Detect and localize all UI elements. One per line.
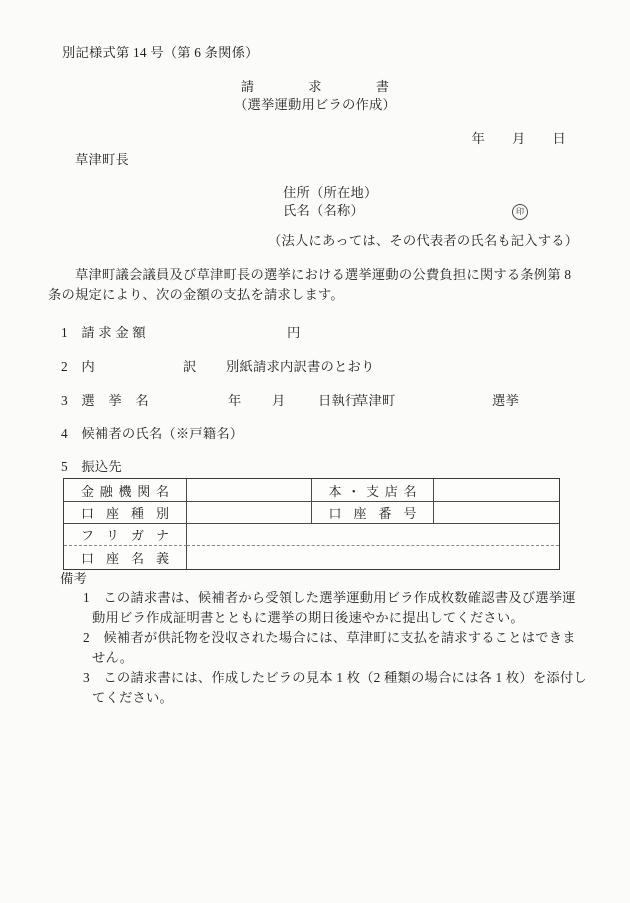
account-type-label bbox=[64, 502, 187, 524]
account-holder-label bbox=[64, 546, 187, 569]
furigana-label bbox=[64, 524, 187, 546]
furigana-label-text: フ リ ガ ナ bbox=[81, 528, 169, 543]
branch-name-label-text: 本 ・ 支 店 名 bbox=[328, 483, 417, 499]
furigana-value-cell bbox=[187, 524, 559, 546]
item-breakdown-value: 別紙請求内訳書のとおり bbox=[226, 359, 375, 374]
form-number: 別記様式第 14 号（第 6 条関係） bbox=[62, 45, 259, 60]
item-election-month: 月 bbox=[272, 393, 286, 408]
document-subtitle: （選挙運動用ビラの作成） bbox=[234, 97, 396, 112]
account-type-label-text: 口 座 種 別 bbox=[81, 506, 169, 521]
item-election-suffix: 選挙 bbox=[492, 393, 519, 408]
remark-line: 2 候補者が供託物を没収された場合には、草津町に支払を請求することはできま bbox=[83, 630, 576, 645]
remark-line: 1 この請求書は、候補者から受領した選挙運動用ビラ作成枚数確認書及び選挙運 bbox=[83, 590, 576, 605]
account-number-label-text: 口 座 番 号 bbox=[328, 506, 417, 521]
main-paragraph-line-2: 条の規定により、次の金額の支払を請求します。 bbox=[48, 287, 344, 302]
financial-institution-value-cell bbox=[187, 479, 312, 502]
financial-institution-label-text: 金 融 機 関 名 bbox=[81, 483, 169, 499]
seal-mark-char: 印 bbox=[516, 207, 524, 216]
item-claim-amount-unit: 円 bbox=[287, 325, 301, 340]
item-election-year: 年 bbox=[228, 393, 242, 408]
remarks-heading: 備考 bbox=[60, 571, 87, 586]
item-transfer-destination: 5 振込先 bbox=[61, 459, 122, 474]
item-breakdown-label-1: 2 内 bbox=[61, 359, 95, 374]
account-holder-value-cell bbox=[187, 546, 559, 569]
document-title: 請 求 書 bbox=[240, 79, 390, 94]
account-holder-label-text: 口 座 名 義 bbox=[81, 551, 169, 566]
item-election-town: 草津町 bbox=[355, 393, 396, 408]
remark-line: せん。 bbox=[92, 650, 134, 665]
name-label: 氏名（名称） bbox=[283, 203, 364, 218]
bank-transfer-table bbox=[63, 478, 560, 570]
item-claim-amount-label: 1 請 求 金 額 bbox=[61, 325, 146, 340]
account-type-value-cell bbox=[187, 502, 312, 524]
item-breakdown-label-2: 訳 bbox=[183, 359, 197, 374]
item-candidate-name: 4 候補者の氏名（※戸籍名） bbox=[61, 426, 244, 441]
address-label: 住所（所在地） bbox=[283, 185, 378, 200]
item-election-name-label: 3 選 挙 名 bbox=[61, 393, 149, 408]
date-line: 年 月 日 bbox=[471, 131, 566, 146]
addressee: 草津町長 bbox=[75, 152, 129, 167]
item-election-day-exec: 日執行 bbox=[318, 393, 359, 408]
branch-name-label bbox=[312, 479, 434, 502]
account-number-label bbox=[312, 502, 434, 524]
financial-institution-label bbox=[64, 479, 187, 502]
corporate-note: （法人にあっては、その代表者の氏名も記入する） bbox=[268, 233, 579, 248]
remark-line: てください。 bbox=[92, 690, 173, 705]
remark-line: 3 この請求書には、作成したビラの見本 1 枚（2 種類の場合には各 1 枚）を添付し bbox=[83, 670, 587, 685]
seal-mark-icon bbox=[512, 204, 528, 220]
account-number-value-cell bbox=[434, 502, 559, 524]
remark-line: 動用ビラ作成証明書とともに選挙の期日後速やかに提出してください。 bbox=[92, 610, 524, 625]
main-paragraph-line-1: 草津町議会議員及び草津町長の選挙における選挙運動の公費負担に関する条例第 8 bbox=[75, 267, 572, 282]
branch-name-value-cell bbox=[434, 479, 559, 502]
